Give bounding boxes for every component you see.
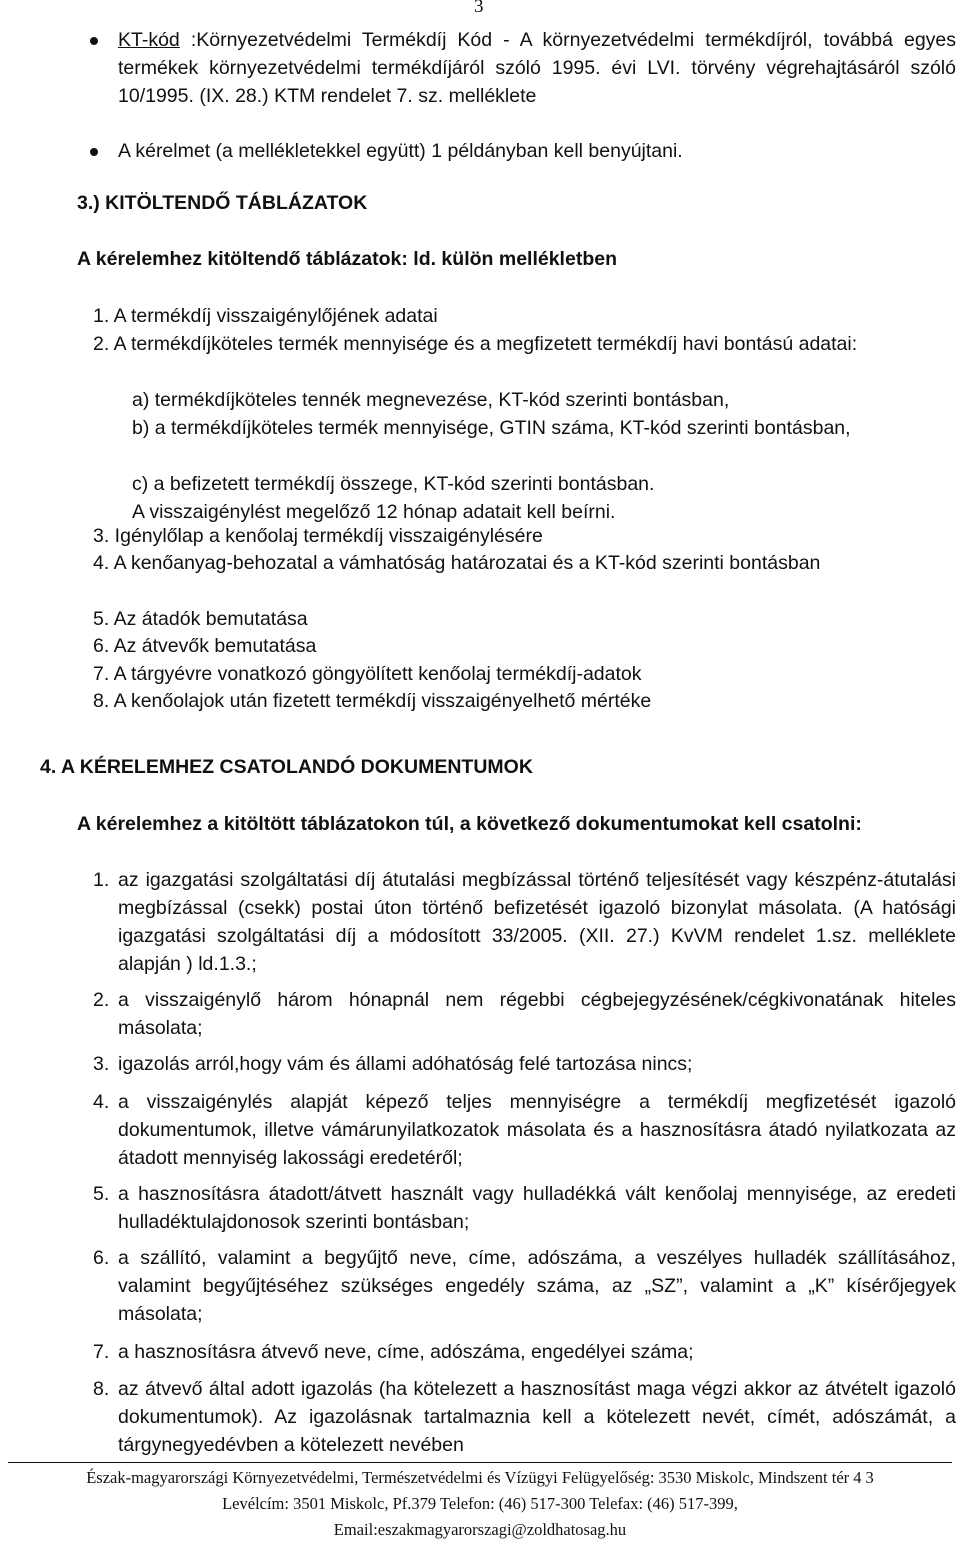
subitem-note: A visszaigénylést megelőző 12 hónap adatait kell beírni. [132, 501, 616, 523]
table-item-2-text: 2. A termékdíjköteles termék mennyisége és a megfizetett termékdíj havi bontású adatai: [93, 333, 858, 355]
doc-item-4 [93, 1088, 956, 1172]
bullet-dot [90, 37, 98, 45]
footer-email[interactable]: Email:eszakmagyarorszagi@zoldhatosag.hu [333, 1520, 627, 1539]
table-item-4-text: 4. A kenőanyag-behozatal a vámhatóság határozatai és a KT-kód szerinti bontásban [93, 552, 821, 574]
doc-item-3-text: igazolás arról,hogy vám és állami adóhatóság felé tartozása nincs; [118, 1053, 693, 1075]
page-number: 3 [474, 0, 484, 17]
section4-heading: 4. A KÉRELEMHEZ CSATOLANDÓ DOKUMENTUMOK [40, 756, 533, 778]
doc-item-6-number: 6. [93, 1247, 110, 1269]
footer-divider [8, 1462, 952, 1463]
doc-item-7-text: a hasznosításra átvevő neve, címe, adószáma, engedélyei száma; [118, 1341, 694, 1363]
table-item-6: 6. Az átvevők bemutatása [93, 635, 317, 657]
doc-item-1-text: az igazgatási szolgáltatási díj átutalási megbízással történő teljesítését vagy készpénz-átutalási megbízással (csekk) postai úton történő befizetését igazoló bizonylat másolata. (A hatósági igazgatási szolgáltatási díj a módosított 33/2005. (XII. 27.) KvVM rendelet 1.sz. melléklete alapján ) ld.1.3.; [118, 869, 956, 975]
doc-item-6 [93, 1244, 956, 1328]
doc-item-4-number: 4. [93, 1091, 110, 1113]
bullet-ktkod-text: :Környezetvédelmi Termékdíj Kód - A környezetvédelmi termékdíjról, továbbá egyes termékek környezetvédelmi termékdíjáról szóló 1995. évi LVI. törvény végrehajtásáról szóló 10/1995. (IX. 28.) KTM rendelet 7. sz. melléklete [118, 29, 957, 107]
doc-item-8-number: 8. [93, 1378, 110, 1400]
doc-item-1 [93, 866, 956, 978]
footer-contact: Levélcím: 3501 Miskolc, Pf.379 Telefon: (46) 517-300 Telefax: (46) 517-399, [222, 1494, 738, 1513]
table-item-1: 1. A termékdíj visszaigénylőjének adatai [93, 305, 438, 327]
section3-subheading: A kérelemhez kitöltendő táblázatok: ld. külön mellékletben [77, 248, 617, 270]
bullet-dot [90, 148, 98, 156]
doc-item-1-number: 1. [93, 869, 110, 891]
subitem-c: c) a befizetett termékdíj összege, KT-kód szerinti bontásban. [132, 473, 655, 495]
subitem-a: a) termékdíjköteles tennék megnevezése, KT-kód szerinti bontásban, [132, 389, 730, 411]
doc-item-8 [93, 1375, 956, 1459]
ktkod-link[interactable]: KT-kód [118, 29, 180, 51]
doc-item-2-text: a visszaigénylő három hónapnál nem régebbi cégbejegyzésének/cégkivonatának hiteles másolata; [118, 989, 956, 1039]
section4-subheading: A kérelemhez a kitöltött táblázatokon túl, a következő dokumentumokat kell csatolni: [77, 813, 862, 835]
page-footer [0, 1465, 960, 1543]
doc-item-3-number: 3. [93, 1053, 110, 1075]
section3-heading: 3.) KITÖLTENDŐ TÁBLÁZATOK [77, 192, 368, 214]
table-item-5: 5. Az átadók bemutatása [93, 608, 308, 630]
bullet-text [118, 26, 956, 110]
footer-address-text: Észak-magyarországi Környezetvédelmi, Természetvédelmi és Vízügyi Felügyelőség: 3530 Miskolc, Mindszent tér 4 [86, 1468, 862, 1487]
subitem-b: b) a termékdíjköteles termék mennyisége, GTIN száma, KT-kód szerinti bontásban, [132, 417, 851, 439]
footer-address [0, 1465, 960, 1491]
doc-item-2-number: 2. [93, 989, 110, 1011]
table-item-2 [93, 330, 956, 358]
doc-item-7 [93, 1338, 956, 1366]
doc-item-4-text: a visszaigénylés alapját képező teljes mennyiségre a termékdíj megfizetését igazoló dokumentumok, illetve vámárunyilatkozatok másolata és a hasznosításra átadó nyilatkozata az átadott mennyiség lakossági eredetéről; [118, 1091, 956, 1169]
doc-item-5 [93, 1180, 956, 1236]
bullet-submit-text: A kérelmet (a mellékletekkel együtt) 1 példányban kell benyújtani. [118, 140, 683, 162]
doc-item-3 [93, 1050, 956, 1078]
footer-page-number: 3 [865, 1468, 874, 1487]
table-item-7: 7. A tárgyévre vonatkozó göngyölített kenőolaj termékdíj-adatok [93, 663, 642, 685]
table-item-4 [93, 549, 956, 577]
doc-item-5-text: a hasznosításra átadott/átvett használt vagy hulladékká vált kenőolaj mennyisége, az eredeti hulladéktulajdonosok szerinti bontásban; [118, 1183, 956, 1233]
doc-item-2 [93, 986, 956, 1042]
doc-item-5-number: 5. [93, 1183, 110, 1205]
doc-item-8-text: az átvevő által adott igazolás (ha kötelezett a hasznosítást maga végzi akkor az átvételt igazoló dokumentumok). Az igazolásnak tartalmaznia kell a kötelezett nevét, címét, adószámát, a tárgynegyedévben a kötelezett nevében [118, 1378, 956, 1456]
doc-item-6-text: a szállító, valamint a begyűjtő neve, címe, adószáma, a veszélyes hulladék szállításához, valamint begyűjtéséhez szükséges engedély száma, az „SZ”, valamint a „K” kísérőjegyek másolata; [118, 1247, 956, 1325]
table-item-3: 3. Igénylőlap a kenőolaj termékdíj visszaigénylésére [93, 525, 543, 547]
table-item-8: 8. A kenőolajok után fizetett termékdíj visszaigényelhető mértéke [93, 690, 652, 712]
doc-item-7-number: 7. [93, 1341, 110, 1363]
